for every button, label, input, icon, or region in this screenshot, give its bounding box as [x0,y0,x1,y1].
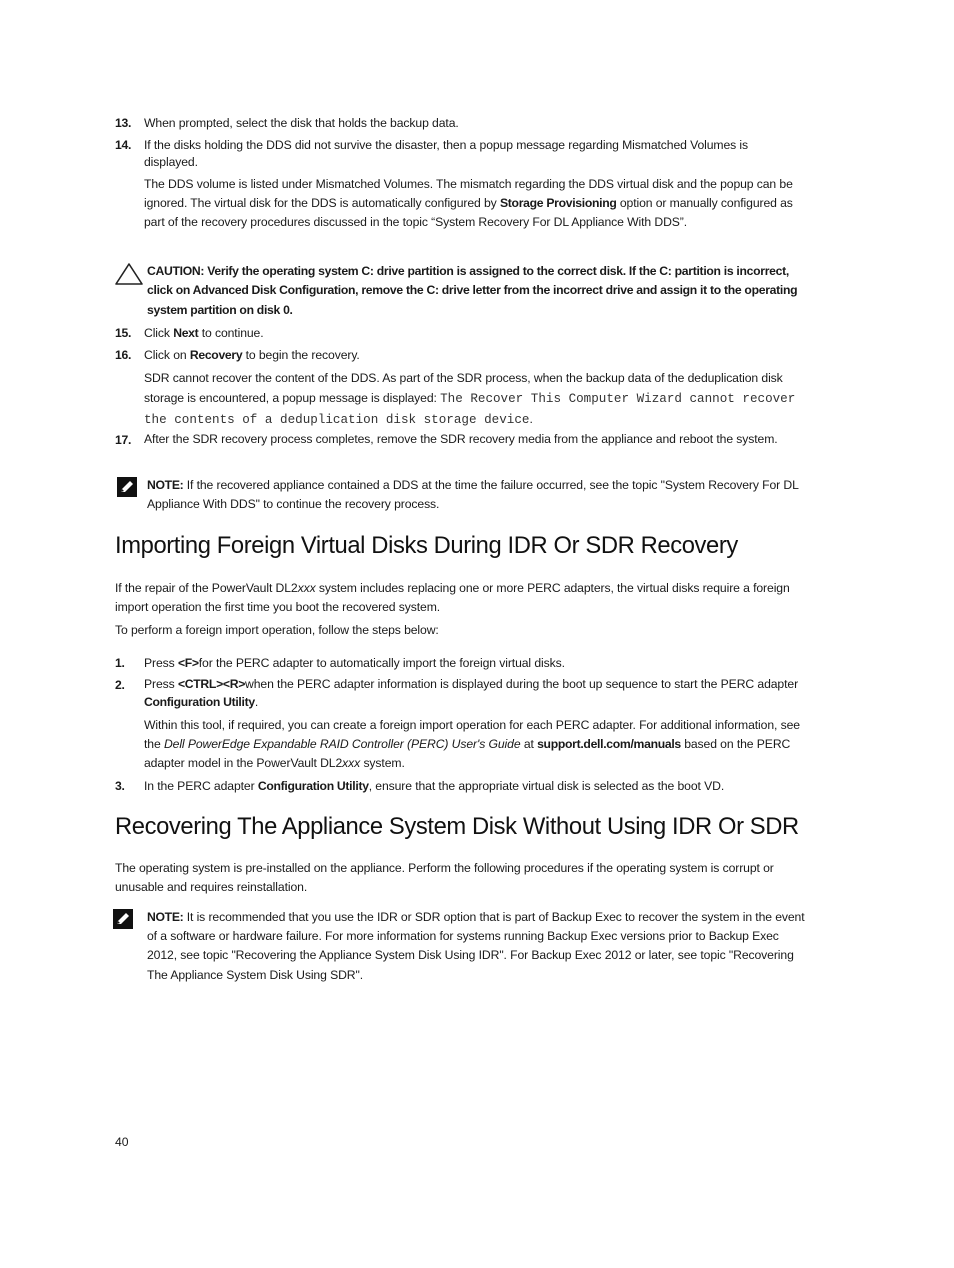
paragraph-text: The DDS volume is listed under Mismatched Volumes. The mismatch regarding the DDS virtual disk and the popup can be ignored. The virtual disk for the DDS is automatically configured by [144,177,793,211]
step-text: Click Next to continue. [144,326,264,340]
section-heading: Importing Foreign Virtual Disks During IDR Or SDR Recovery [115,532,738,559]
note-text: NOTE: It is recommended that you use the IDR or SDR option that is part of Backup Exec to recover the system in the event of a software or hardware failure. For more information for systems running Backup Exec versions prior to Backup Exec 2012, see topic "Recovering the Appliance System Disk Using IDR". For Backup Exec 2012 or later, see topic "Recovering The Appliance System Disk Using SDR". [147,910,805,982]
step-number: 16. [115,348,132,362]
step-number: 14. [115,138,132,152]
manuals-link-text: support.dell.com/manuals [537,737,681,752]
step-text: displayed. [144,155,198,169]
step-text: Press <CTRL><R>when the PERC adapter information is displayed during the boot up sequence to start the PERC adapter Configuration Utility. [144,677,799,709]
step-text: Click on Recovery to begin the recovery. [144,348,360,362]
step-text: If the disks holding the DDS did not survive the disaster, then a popup message regarding Mismatched Volumes is [144,138,749,152]
note-text: NOTE: If the recovered appliance contained a DDS at the time the failure occurred, see the topic "System Recovery For DL Appliance With DDS" to continue the recovery process. [147,478,799,512]
note-pencil-icon [116,476,138,498]
paragraph-text: option or manually configured as part of the recovery procedures discussed in the topic “System Recovery For DL Appliance With DDS”. [144,196,793,230]
step-number: 3. [115,779,125,793]
step-paragraph: SDR cannot recover the content of the DDS. As part of the SDR process, when the backup data of the deduplication disk storage is encountered, a popup message is displayed: The Recover This Computer Wizard cannot recover the contents of a deduplication disk storage device. [144,371,796,427]
step-number: 1. [115,656,125,670]
page-number: 40 [115,1135,129,1149]
paragraph-text: SDR cannot recover the content of the DDS. As part of the SDR process, when the backup data of the deduplication disk storage is encountered, a popup message is displayed: [144,371,783,405]
step-text: When prompted, select the disk that holds the backup data. [144,116,459,130]
step-paragraph [144,175,812,233]
note-label: NOTE: [147,478,184,492]
caution-text: CAUTION: Verify the operating system C: drive partition is assigned to the correct disk. If the C: partition is incorrect, click on Advanced Disk Configuration, remove the C: drive letter from the incorrect drive and assign it to the operating system partition on disk 0. [147,264,798,317]
step-number: 17. [115,433,132,447]
section-intro: The operating system is pre-installed on the appliance. Perform the following procedures if the operating system is corrupt or unusable and requires reinstallation. [115,861,774,895]
step-text: After the SDR recovery process completes, remove the SDR recovery media from the appliance and reboot the system. [144,432,778,446]
section-intro: If the repair of the PowerVault DL2xxx system includes replacing one or more PERC adapters, the virtual disks require a foreign import operation the first time you boot the recovered system. [115,581,790,615]
section-intro: To perform a foreign import operation, follow the steps below: [115,623,439,637]
note-pencil-icon [112,908,134,930]
step-text: In the PERC adapter Configuration Utility, ensure that the appropriate virtual disk is selected as the boot VD. [144,779,725,793]
ui-term: Storage Provisioning [499,196,617,211]
section-heading: Recovering The Appliance System Disk Without Using IDR Or SDR [115,813,799,840]
message-code: The Recover This Computer Wizard cannot recover the contents of a deduplication disk storage device [144,392,796,427]
step-number: 13. [115,116,132,130]
caution-triangle-icon [114,262,144,286]
step-number: 15. [115,326,132,340]
step-paragraph: Within this tool, if required, you can create a foreign import operation for each PERC adapter. For additional information, see the Dell PowerEdge Expandable RAID Controller (PERC) User's Guide at support.dell.com/manuals based on the PERC adapter model in the PowerVault DL2xxx system. [144,718,800,771]
step-number: 2. [115,678,125,692]
step-text: Press <F>for the PERC adapter to automatically import the foreign virtual disks. [144,656,565,670]
note-label: NOTE: [147,910,184,924]
